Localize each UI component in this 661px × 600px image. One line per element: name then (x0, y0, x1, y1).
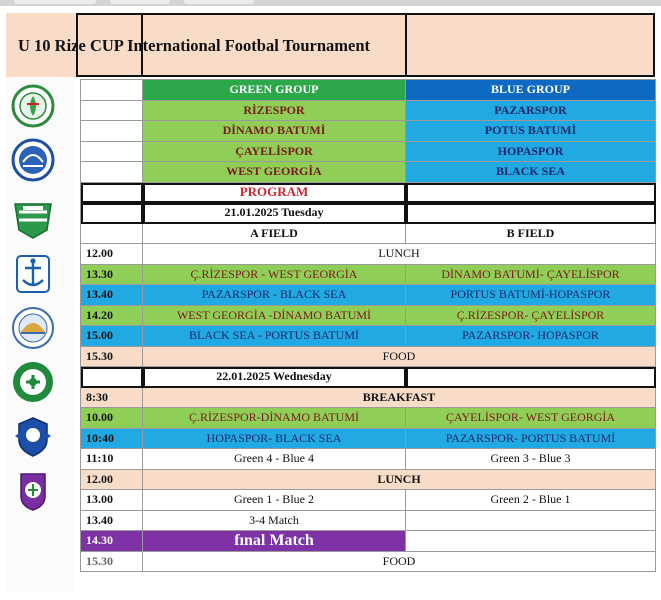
lunch-label: LUNCH (143, 470, 656, 491)
blue-team: POTUS BATUMİ (406, 121, 656, 142)
a-field-header: A FIELD (143, 224, 406, 245)
black-sea-logo (11, 414, 55, 458)
schedule-table (80, 79, 656, 572)
match-a-field: HOPASPOR- BLACK SEA (143, 429, 406, 450)
green-group-header: GREEN GROUP (143, 80, 406, 101)
match-b-field: Green 3 - Blue 3 (406, 449, 656, 470)
green-team: WEST GEORGİA (143, 162, 406, 183)
rizespor-logo (11, 84, 55, 128)
match-b-field: DİNAMO BATUMİ- ÇAYELİSPOR (406, 265, 656, 286)
time-cell: 13.40 (81, 285, 143, 306)
portus-batumi-logo (11, 306, 55, 350)
match-a-field: WEST GEORGİA -DİNAMO BATUMİ (143, 306, 406, 327)
match-b-field: Green 2 - Blue 1 (406, 490, 656, 511)
match-a-field: Ç.RİZESPOR - WEST GEORGİA (143, 265, 406, 286)
green-team: DİNAMO BATUMİ (143, 121, 406, 142)
empty-cell (406, 203, 656, 224)
time-cell: 12.00 (81, 470, 143, 491)
time-cell: 10.00 (81, 408, 143, 429)
program-label: PROGRAM (143, 183, 406, 204)
time-cell: 14.30 (81, 531, 143, 552)
time-cell: 15.00 (81, 326, 143, 347)
time-cell: 13.00 (81, 490, 143, 511)
empty-cell (81, 121, 143, 142)
breakfast-label: BREAKFAST (143, 388, 656, 409)
day2-date: 22.01.2025 Wednesday (143, 367, 406, 388)
match-a-field: Green 4 - Blue 4 (143, 449, 406, 470)
match-b-field (406, 511, 656, 532)
empty-cell (81, 183, 143, 204)
green-team: ÇAYELİSPOR (143, 142, 406, 163)
title-border-top (76, 13, 655, 15)
green-team: RİZESPOR (143, 101, 406, 122)
time-cell: 15.30 (81, 347, 143, 368)
title-border-bottom (76, 75, 655, 77)
time-cell: 12.00 (81, 244, 143, 265)
empty-cell (406, 183, 656, 204)
blue-team: BLACK SEA (406, 162, 656, 183)
match-b-field: ÇAYELİSPOR- WEST GEORGİA (406, 408, 656, 429)
blue-team: HOPASPOR (406, 142, 656, 163)
time-cell: 13.40 (81, 511, 143, 532)
empty-cell (406, 531, 656, 552)
title-divider-2 (405, 13, 407, 77)
time-cell: 13.30 (81, 265, 143, 286)
day1-date: 21.01.2025 Tuesday (143, 203, 406, 224)
dinamo-batumi-logo (11, 138, 55, 182)
cayelispor-logo (11, 196, 55, 240)
food-label: FOOD (143, 552, 656, 573)
empty-cell (81, 80, 143, 101)
west-georgia-logo (11, 468, 55, 512)
empty-cell (81, 142, 143, 163)
match-a-field: Ç.RİZESPOR-DİNAMO BATUMİ (143, 408, 406, 429)
time-cell: 14.20 (81, 306, 143, 327)
empty-cell (81, 367, 143, 388)
match-a-field: 3-4 Match (143, 511, 406, 532)
b-field-header: B FIELD (406, 224, 656, 245)
food-label: FOOD (143, 347, 656, 368)
empty-cell (81, 224, 143, 245)
match-b-field: PAZARSPOR- HOPASPOR (406, 326, 656, 347)
pazarspor-logo (11, 252, 55, 296)
final-match: fınal Match (143, 531, 406, 552)
time-cell: 10:40 (81, 429, 143, 450)
empty-cell (81, 101, 143, 122)
empty-cell (81, 203, 143, 224)
top-bar (0, 0, 661, 6)
match-a-field: BLACK SEA - PORTUS BATUMİ (143, 326, 406, 347)
lunch-label: LUNCH (143, 244, 656, 265)
match-a-field: Green 1 - Blue 2 (143, 490, 406, 511)
match-b-field: Ç.RİZESPOR- ÇAYELİSPOR (406, 306, 656, 327)
match-a-field: PAZARSPOR - BLACK SEA (143, 285, 406, 306)
time-cell: 11:10 (81, 449, 143, 470)
blue-team: PAZARSPOR (406, 101, 656, 122)
empty-cell (81, 162, 143, 183)
match-b-field: PORTUS BATUMİ-HOPASPOR (406, 285, 656, 306)
tournament-title: U 10 Rize CUP International Footbal Tournament (18, 36, 371, 55)
hopaspor-logo (11, 360, 55, 404)
empty-cell (406, 367, 656, 388)
time-cell: 8:30 (81, 388, 143, 409)
blue-group-header: BLUE GROUP (406, 80, 656, 101)
match-b-field: PAZARSPOR- PORTUS BATUMİ (406, 429, 656, 450)
time-cell: 15.30 (81, 552, 143, 573)
title-border-right (653, 13, 655, 77)
